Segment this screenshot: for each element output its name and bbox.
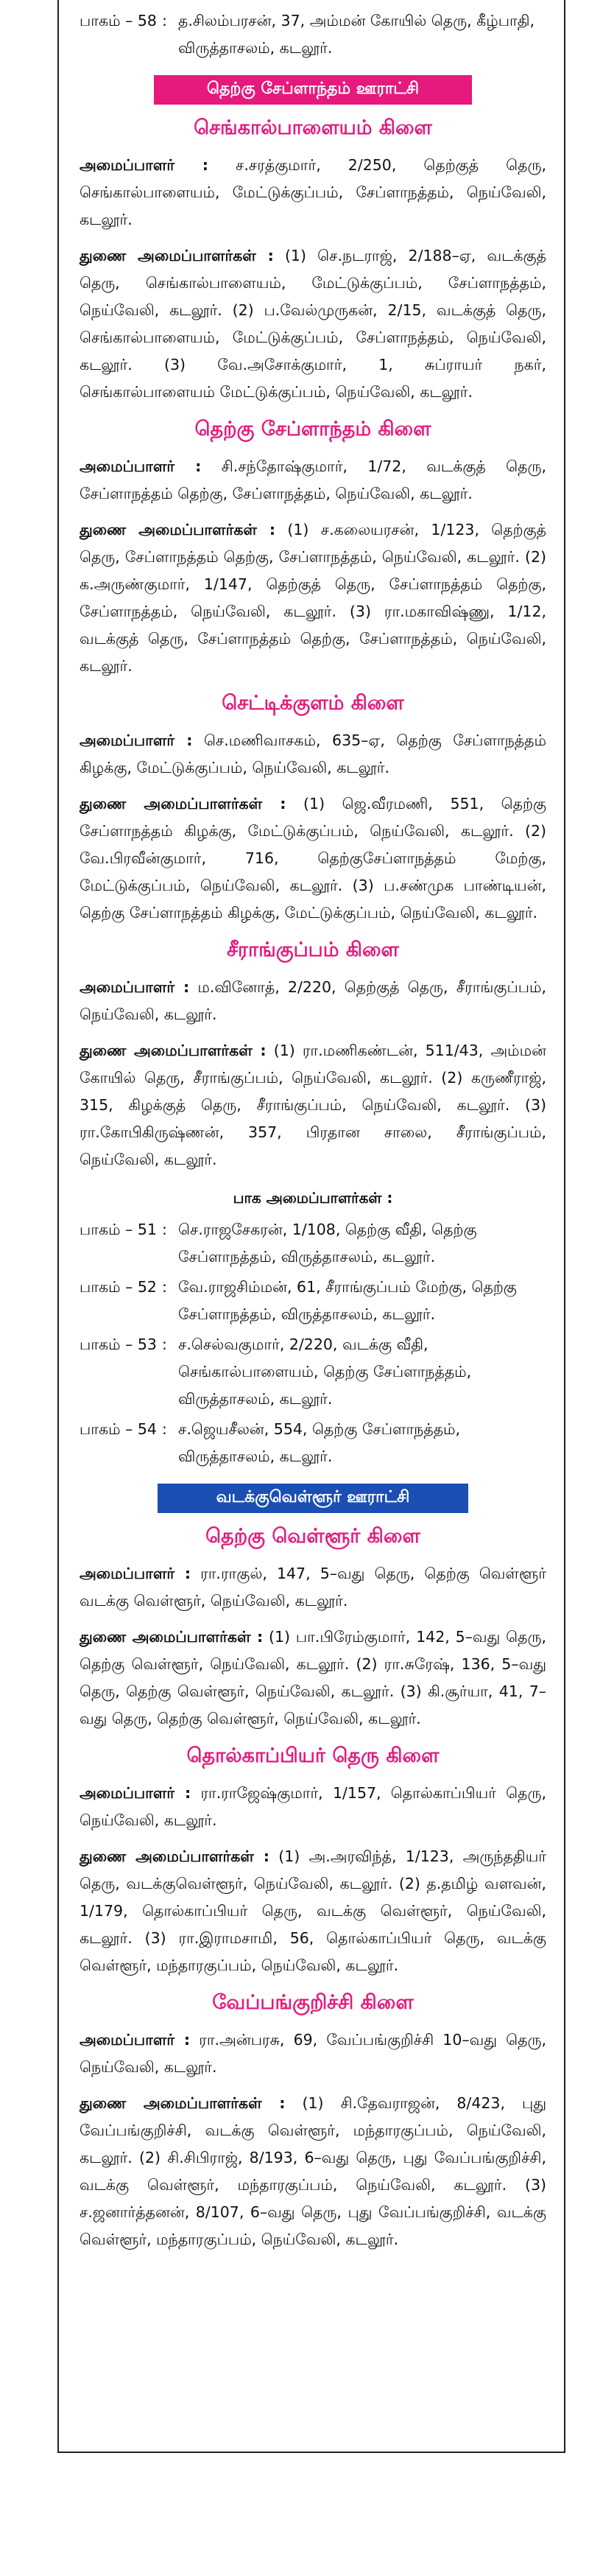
organizer-label: அமைப்பாளர் : bbox=[80, 978, 190, 996]
organizer-label: அமைப்பாளர் : bbox=[80, 156, 208, 174]
organizer-label: அமைப்பாளர் : bbox=[80, 1784, 191, 1802]
assistants-label: துணை அமைப்பாளர்கள் : bbox=[80, 2094, 286, 2112]
branch-title-sengalpalayam: செங்கால்பாளையம் கிளை bbox=[194, 116, 432, 139]
article-content bbox=[59, 0, 564, 2253]
assistants-paragraph bbox=[80, 2090, 546, 2253]
assistants-paragraph bbox=[80, 242, 546, 406]
branch-title-south-vellur: தெற்கு வெள்ளூர் கிளை bbox=[205, 1525, 420, 1548]
assistants-paragraph bbox=[80, 1624, 546, 1733]
booth-number: பாகம் – 58 bbox=[80, 12, 157, 29]
booth-row-54 bbox=[80, 1416, 546, 1470]
organizer-text: ரா.ராகுல், 147, 5–வது தெரு, தெற்கு வெள்ளூர் வடக்கு வெள்ளூர், நெய்வேலி, கடலூர். bbox=[80, 1565, 546, 1610]
assistants-text: (1) அ.அரவிந்த், 1/123, அருந்ததியர் தெரு, வடக்குவெள்ளூர், நெய்வேலி, கடலூர். (2) த.தமிழ் வளவன், 1/179, தொல்காப்பியர் தெரு, வடக்கு வெள்ளூர், நெய்வேலி, கடலூர். (3) ரா.இராமசாமி, 56, தொல்காப்பியர் தெரு, வடக்கு வெள்ளூர், மந்தாரகுப்பம், நெய்வேலி, கடலூர். bbox=[80, 1847, 546, 1974]
organizer-paragraph bbox=[80, 2026, 546, 2081]
branch-title-south-seplanatham: தெற்கு சேப்ளாந்தம் கிளை bbox=[194, 418, 431, 441]
booth-row-58 bbox=[80, 7, 546, 62]
branch-title-chettikulam: செட்டிக்குளம் கிளை bbox=[222, 692, 404, 715]
assistants-text: (1) ச.கலையரசன், 1/123, தெற்குத் தெரு, சேப்ளாநத்தம் தெற்கு, சேப்ளாநத்தம், நெய்வேலி, கடலூர். (2) க.அருண்குமார், 1/147, தெற்குத் தெரு, சேப்ளாநத்தம் தெற்கு, சேப்ளாநத்தம், நெய்வேலி, கடலூர். (3) ரா.மகாவிஷ்ணு, 1/12, வடக்குத் தெரு, சேப்ளாநத்தம் தெற்கு, சேப்ளாநத்தம், நெய்வேலி, கடலூர். bbox=[80, 521, 546, 675]
assistants-text: (1) பா.பிரேம்குமார், 142, 5–வது தெரு, தெற்கு வெள்ளூர், நெய்வேலி, கடலூர். (2) ரா.சுரேஷ், 136, 5–வது தெரு, தெற்கு வெள்ளூர், நெய்வேலி, கடலூர். (3) கி.சூர்யா, 41, 7–வது தெரு, தெற்கு வெள்ளூர், நெய்வேலி, கடலூர். bbox=[80, 1628, 546, 1727]
booth-number: பாகம் – 54 bbox=[80, 1420, 157, 1438]
panchayat-banner-south-seplanatham: தெற்கு சேப்ளாந்தம் ஊராட்சி bbox=[154, 75, 472, 105]
branch-title-tholkappiyar-street: தொல்காப்பியர் தெரு கிளை bbox=[186, 1744, 440, 1767]
assistants-paragraph bbox=[80, 1843, 546, 1979]
assistants-text: (1) செ.நடராஜ், 2/188–ஏ, வடக்குத் தெரு, செங்கால்பாளையம், மேட்டுக்குப்பம், சேப்ளாநத்தம், நெய்வேலி, கடலூர். (2) ப.வேல்முருகன், 2/15, வடக்குத் தெரு, செங்கால்பாளையம், மேட்டுக்குப்பம், சேப்ளாநத்தம், நெய்வேலி, கடலூர். (3) வே.அசோக்குமார், 1, சுப்ராயர் நகர், செங்கால்பாளையம் மேட்டுக்குப்பம், நெய்வேலி, கடலூர். bbox=[80, 247, 546, 401]
organizer-text: ச.சரத்குமார், 2/250, தெற்குத் தெரு, செங்கால்பாளையம், மேட்டுக்குப்பம், சேப்ளாநத்தம், நெய்வேலி, கடலூர். bbox=[80, 156, 546, 228]
booth-text: வே.ராஜசிம்மன், 61, சீராங்குப்பம் மேற்கு, தெற்கு சேப்ளாநத்தம், விருத்தாசலம், கடலூர். bbox=[178, 1278, 517, 1323]
organizer-text: ரா.ராஜேஷ்குமார், 1/157, தொல்காப்பியர் தெரு, நெய்வேலி, கடலூர். bbox=[80, 1784, 546, 1829]
assistants-label: துணை அமைப்பாளர்கள் : bbox=[80, 795, 286, 813]
assistants-label: துணை அமைப்பாளர்கள் : bbox=[80, 1847, 269, 1865]
assistants-text: (1) சி.தேவராஜன், 8/423, புது வேப்பங்குறிச்சி, வடக்கு வெள்ளூர், மந்தாரகுப்பம், நெய்வேலி, கடலூர். (2) சி.சிபிராஜ், 8/193, 6–வது தெரு, புது வேப்பங்குறிச்சி, வடக்கு வெள்ளூர், மந்தாரகுப்பம், நெய்வேலி, கடலூர். (3) ச.ஜனார்த்தனன், 8/107, 6–வது தெரு, புது வேப்பங்குறிச்சி, வடக்கு வெள்ளூர், மந்தாரகுப்பம், நெய்வேலி, கடலூர். bbox=[80, 2094, 547, 2248]
colon: : bbox=[162, 1420, 167, 1438]
organizer-label: அமைப்பாளர் : bbox=[80, 731, 193, 749]
assistants-paragraph bbox=[80, 790, 546, 927]
booth-row-53 bbox=[80, 1331, 546, 1413]
organizer-paragraph bbox=[80, 727, 546, 782]
organizer-paragraph bbox=[80, 1780, 546, 1834]
organizer-paragraph bbox=[80, 152, 546, 234]
booth-number: பாகம் – 52 bbox=[80, 1278, 157, 1296]
booth-text: ச.ஜெயசீலன், 554, தெற்கு சேப்ளாநத்தம், விருத்தாசலம், கடலூர். bbox=[178, 1420, 461, 1465]
booth-text: செ.ராஜசேகரன், 1/108, தெற்கு வீதி, தெற்கு சேப்ளாநத்தம், விருத்தாசலம், கடலூர். bbox=[178, 1221, 477, 1266]
organizer-paragraph bbox=[80, 974, 546, 1028]
assistants-label: துணை அமைப்பாளர்கள் : bbox=[80, 247, 274, 264]
booth-number: பாகம் – 53 bbox=[80, 1336, 157, 1353]
booth-text: த.சிலம்பரசன், 37, அம்மன் கோயில் தெரு, கீழ்பாதி, விருத்தாசலம், கடலூர். bbox=[178, 12, 535, 57]
booth-number: பாகம் – 51 bbox=[80, 1221, 157, 1238]
organizer-text: செ.மணிவாசகம், 635–ஏ, தெற்கு சேப்ளாநத்தம் கிழக்கு, மேட்டுக்குப்பம், நெய்வேலி, கடலூர். bbox=[80, 731, 546, 776]
booth-text: ச.செல்வகுமார், 2/220, வடக்கு வீதி, செங்கால்பாளையம், தெற்கு சேப்ளாநத்தம், விருத்தாசலம், கடலூர். bbox=[178, 1336, 472, 1408]
booth-organizers-heading: பாக அமைப்பாளர்கள் : bbox=[233, 1189, 393, 1207]
organizer-text: சி.சந்தோஷ்குமார், 1/72, வடக்குத் தெரு, சேப்ளாநத்தம் தெற்கு, சேப்ளாநத்தம், நெய்வேலி, கடலூர். bbox=[80, 457, 546, 502]
assistants-text: (1) ரா.மணிகண்டன், 511/43, அம்மன் கோயில் தெரு, சீராங்குப்பம், நெய்வேலி, கடலூர். (2) கருணீராஜ், 315, கிழக்குத் தெரு, சீராங்குப்பம், நெய்வேலி, கடலூர். (3) ரா.கோபிகிருஷ்ணன், 357, பிரதான சாலை, சீராங்குப்பம், நெய்வேலி, கடலூர். bbox=[80, 1042, 547, 1168]
colon: : bbox=[162, 1336, 167, 1353]
assistants-paragraph bbox=[80, 1037, 546, 1173]
organizer-text: ம.வினோத், 2/220, தெற்குத் தெரு, சீராங்குப்பம், நெய்வேலி, கடலூர். bbox=[80, 978, 546, 1023]
organizer-paragraph bbox=[80, 453, 546, 508]
assistants-paragraph bbox=[80, 516, 546, 680]
assistants-label: துணை அமைப்பாளர்கள் : bbox=[80, 521, 276, 538]
branch-title-seerangkuppam: சீராங்குப்பம் கிளை bbox=[227, 938, 399, 961]
branch-title-veppankurichi: வேப்பங்குறிச்சி கிளை bbox=[212, 1991, 414, 2014]
assistants-label: துணை அமைப்பாளர்கள் : bbox=[80, 1042, 267, 1059]
colon: : bbox=[162, 12, 167, 29]
assistants-label: துணை அமைப்பாளர்கள் : bbox=[80, 1628, 264, 1646]
article-column bbox=[57, 0, 565, 2453]
organizer-label: அமைப்பாளர் : bbox=[80, 2031, 191, 2049]
organizer-text: ரா.அன்பரசு, 69, வேப்பங்குறிச்சி 10–வது தெரு, நெய்வேலி, கடலூர். bbox=[80, 2031, 546, 2076]
colon: : bbox=[162, 1278, 167, 1296]
organizer-paragraph bbox=[80, 1560, 546, 1615]
organizer-label: அமைப்பாளர் : bbox=[80, 1565, 191, 1582]
assistants-text: (1) ஜெ.வீரமணி, 551, தெற்கு சேப்ளாநத்தம் கிழக்கு, மேட்டுக்குப்பம், நெய்வேலி, கடலூர். (2) வே.பிரவீன்குமார், 716, தெற்குசேப்ளாநத்தம் மேற்கு, மேட்டுக்குப்பம், நெய்வேலி, கடலூர். (3) ப.சண்முக பாண்டியன், தெற்கு சேப்ளாநத்தம் கிழக்கு, மேட்டுக்குப்பம், நெய்வேலி, கடலூர். bbox=[80, 795, 547, 922]
colon: : bbox=[162, 1221, 167, 1238]
organizer-label: அமைப்பாளர் : bbox=[80, 457, 202, 475]
panchayat-banner-north-vellur: வடக்குவெள்ளூர் ஊராட்சி bbox=[158, 1484, 468, 1513]
booth-row-52 bbox=[80, 1274, 546, 1328]
booth-row-51 bbox=[80, 1216, 546, 1271]
